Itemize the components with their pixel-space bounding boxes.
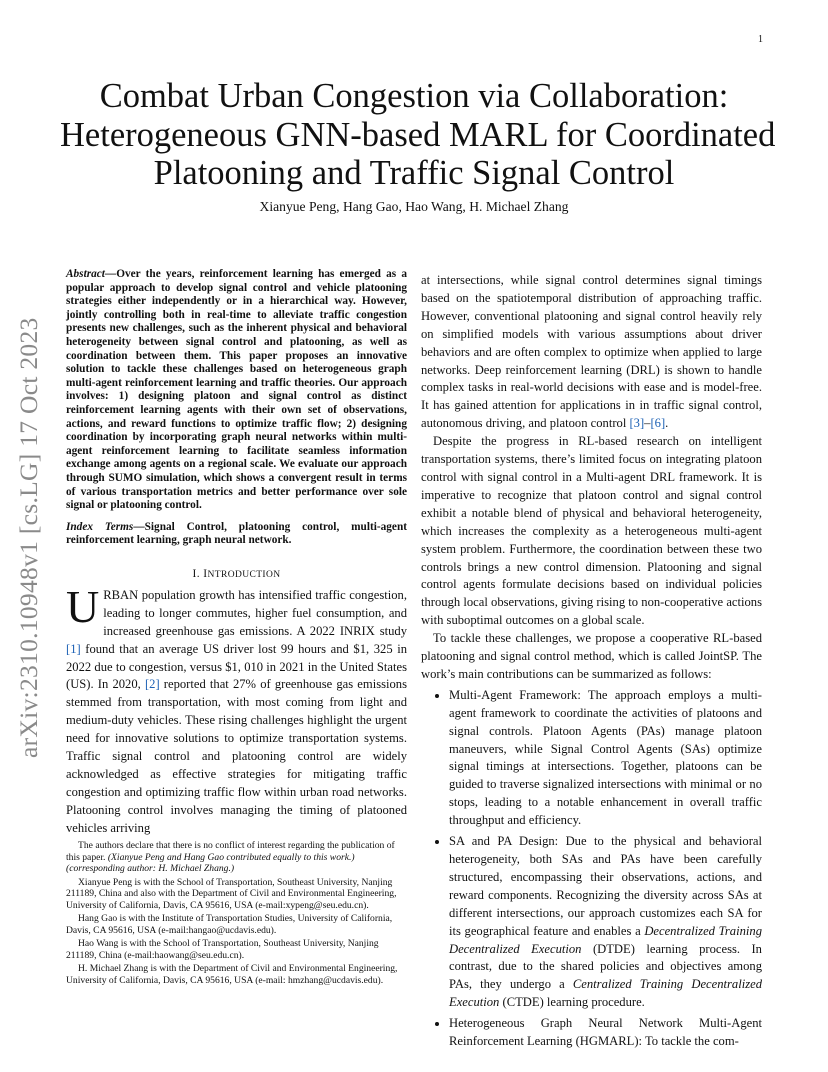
footnote-affiliation-zhang: H. Michael Zhang is with the Department of Civil and Environmental Engineering, University of California, Davis, CA 95616, USA (e-mail: hmzhang@ucdavis.edu). (66, 963, 398, 986)
contribution-ctde-term: Centralized Training Decentralized Execution (449, 977, 762, 1010)
contribution-sa-pa-text-a: SA and PA Design: Due to the physical and behavioral heterogeneity, both SAs and PAs have been carefully structured, encompassing their observations, actions, and reward components. Recognizing the diversity across SAs at different intersections, our approach customizes each SA for its geographical feature and enables a (449, 834, 762, 938)
abstract-label: Abstract (66, 268, 105, 280)
contribution-item-hgmarl: • Heterogeneous Graph Neural Network Multi-Agent Reinforcement Learning (HGMARL): To tackle the com- (449, 1015, 762, 1051)
footnote-affiliation-wang: Hao Wang is with the School of Transportation, Southeast University, Nanjing 211189, China (e-mail:haowang@seu.edu.cn). (66, 938, 379, 961)
footnote-conflict-text: The authors declare that there is no conflict of interest regarding the publication of this paper. (66, 840, 395, 863)
drop-cap-rest: RBAN (103, 587, 139, 602)
footnotes (66, 840, 407, 988)
citation-range-dash: – (644, 416, 651, 431)
section-numeral: I. I (192, 567, 208, 580)
title-line-1: Combat Urban Congestion via Collaboration: (99, 77, 729, 115)
contributions-list (421, 687, 762, 1051)
contribution-item-multi-agent: • Multi-Agent Framework: The approach employs a multi-agent framework to coordinate the activities of platoons and signal controls. Platoon Agents (PAs) manage platoon maneuvers, while Signal Control Agents (SAs) optimize signal timings at intersections. Together, platoons can be guided to traverse signalized intersections with minimal or no stops, leading to a notable enhancement in overall traffic throughput and efficiency. (449, 687, 762, 830)
intro-text-c: reported that 27% of greenhouse gas emissions stemmed from transportation, with most coming from light and medium-duty vehicles. These rising challenges highlight the urgent need for innovative solutions to optimize transportation systems. Traffic signal control and platooning control are widely acknowledged as effective strategies for mitigating traffic congestion and optimizing traffic flow within urban road networks. Platooning control involves managing the timing of platooned vehicles arriving (66, 677, 407, 835)
right-paragraph-1 (421, 272, 762, 433)
drop-cap: U (66, 580, 100, 632)
footnote-affiliation-gao: Hang Gao is with the Institute of Transportation Studies, University of California, Davis, CA 95616, USA (e-mail:hangao@ucdavis.edu). (66, 913, 393, 936)
footnote-affiliation-peng: Xianyue Peng is with the School of Transportation, Southeast University, Nanjing 211189, China and also with the Department of Civil and Environmental Engineering, University of California, Davis, CA 95616, USA (e-mail:xypeng@seu.edu.cn). (66, 876, 397, 911)
contribution-sa-pa-text-c: (CTDE) learning procedure. (499, 995, 645, 1010)
index-terms-text: —Signal Control, platooning control, multi-agent reinforcement learning, graph neural network. (66, 520, 407, 547)
arxiv-identifier-stamp: arXiv:2310.10948v1 [cs.LG] 17 Oct 2023 (14, 317, 43, 758)
right-paragraph-3: To tackle these challenges, we propose a cooperative RL-based platooning and signal control method, which is called JointSP. The work’s main contributions can be summarized as follows: (421, 631, 762, 681)
index-terms (66, 521, 407, 548)
abstract (66, 268, 407, 513)
intro-paragraph (66, 580, 407, 838)
right-paragraph-2: Despite the progress in RL-based research on intelligent transportation systems, there’s limited focus on integrating platoon control with signal control in a Multi-agent DRL framework. It is imperative to recognize that platoon control and signal control exhibit a notable blend of physical and behavioral heterogeneity, which increases the complexity as a heterogeneous multi-agent system problem. Furthermore, the coordination between these two controls brings a new control dimension. Platooning and signal control agents formulate decisions based on individual policies through local observations, giving rising to non-cooperative actions with suboptimal outcomes on a global scale. (421, 434, 762, 628)
intro-text-b: found that an average US driver lost 99 hours and $1, 325 in 2022 due to congestion, versus $1, 010 in 2021 in the United States (US). In 2020, (66, 641, 407, 692)
right-paragraph-1-end: . (665, 416, 669, 431)
author-list: Xianyue Peng, Hang Gao, Hao Wang, H. Michael Zhang (259, 199, 569, 214)
contribution-item-sa-pa-design (449, 833, 762, 1012)
paper-title (60, 77, 776, 193)
citation-link-6[interactable]: [6] (650, 416, 666, 431)
index-terms-label: Index Terms (66, 520, 134, 533)
footnote-conflict (66, 840, 407, 875)
title-line-3: Platooning and Traffic Signal Control (153, 154, 675, 192)
left-column (66, 268, 407, 838)
section-heading-introduction (66, 568, 407, 580)
contribution-dtde-term: Decentralized Training Decentralized Execution (449, 923, 762, 956)
footnote-equal-contribution: (Xianyue Peng and Hang Gao contributed equally to this work.) (corresponding author: H. Michael Zhang.) (66, 851, 355, 874)
intro-text-a: population growth has intensified traffic congestion, leading to longer commutes, higher fuel consumption, and increased greenhouse gas emissions. A 2022 INRIX study (103, 587, 407, 638)
right-paragraph-1-text: at intersections, while signal control determines signal timings based on the spatiotemporal distribution of approaching traffic. However, conventional platooning and signal control heavily rely on simplified models with various assumptions about driver behaviors and are often complex to optimize when applied to large networks. Deep reinforcement learning (DRL) is shown to handle complex tasks in real-world decisions with ease and is model-free. It has gained attention for applications in in traffic signal control, autonomous driving, and platoon control (421, 273, 762, 431)
right-column (421, 272, 762, 1054)
citation-link-3[interactable]: [3] (629, 416, 645, 431)
contribution-sa-pa-text-b: (DTDE) learning process. In contrast, due to the shared policies and objectives among PAs, they undergo a (449, 941, 762, 992)
abstract-text: —Over the years, reinforcement learning has emerged as a popular approach to develop signal control and vehicle platooning strategies either independently or in a hierarchical way. However, jointly controlling both in real-time to alleviate traffic congestion presents new challenges, such as the inherent physical and behavioral heterogeneity between signal control and platooning, as well as coordination between them. This paper proposes an innovative solution to tackle these challenges based on heterogeneous graph multi-agent reinforcement learning and traffic theories. Our approach involves: 1) designing platoon and signal control as distinct reinforcement learning agents with their own set of observations, actions, and reward functions to optimize traffic flow; 2) designing coordination by incorporating graph neural networks within multi-agent reinforcement learning to facilitate seamless information exchange among agents on a regional scale. We evaluate our approach through SUMO simulation, which shows a convergent result in terms of various transportation metrics and better performance over sole signal or platooning control. (66, 268, 407, 512)
section-title-rest: NTRODUCTION (207, 569, 281, 580)
title-line-2: Heterogeneous GNN-based MARL for Coordinated (60, 115, 776, 154)
citation-link-2[interactable]: [2] (144, 677, 160, 692)
citation-link-1[interactable]: [1] (66, 641, 81, 656)
page-number: 1 (758, 34, 763, 45)
